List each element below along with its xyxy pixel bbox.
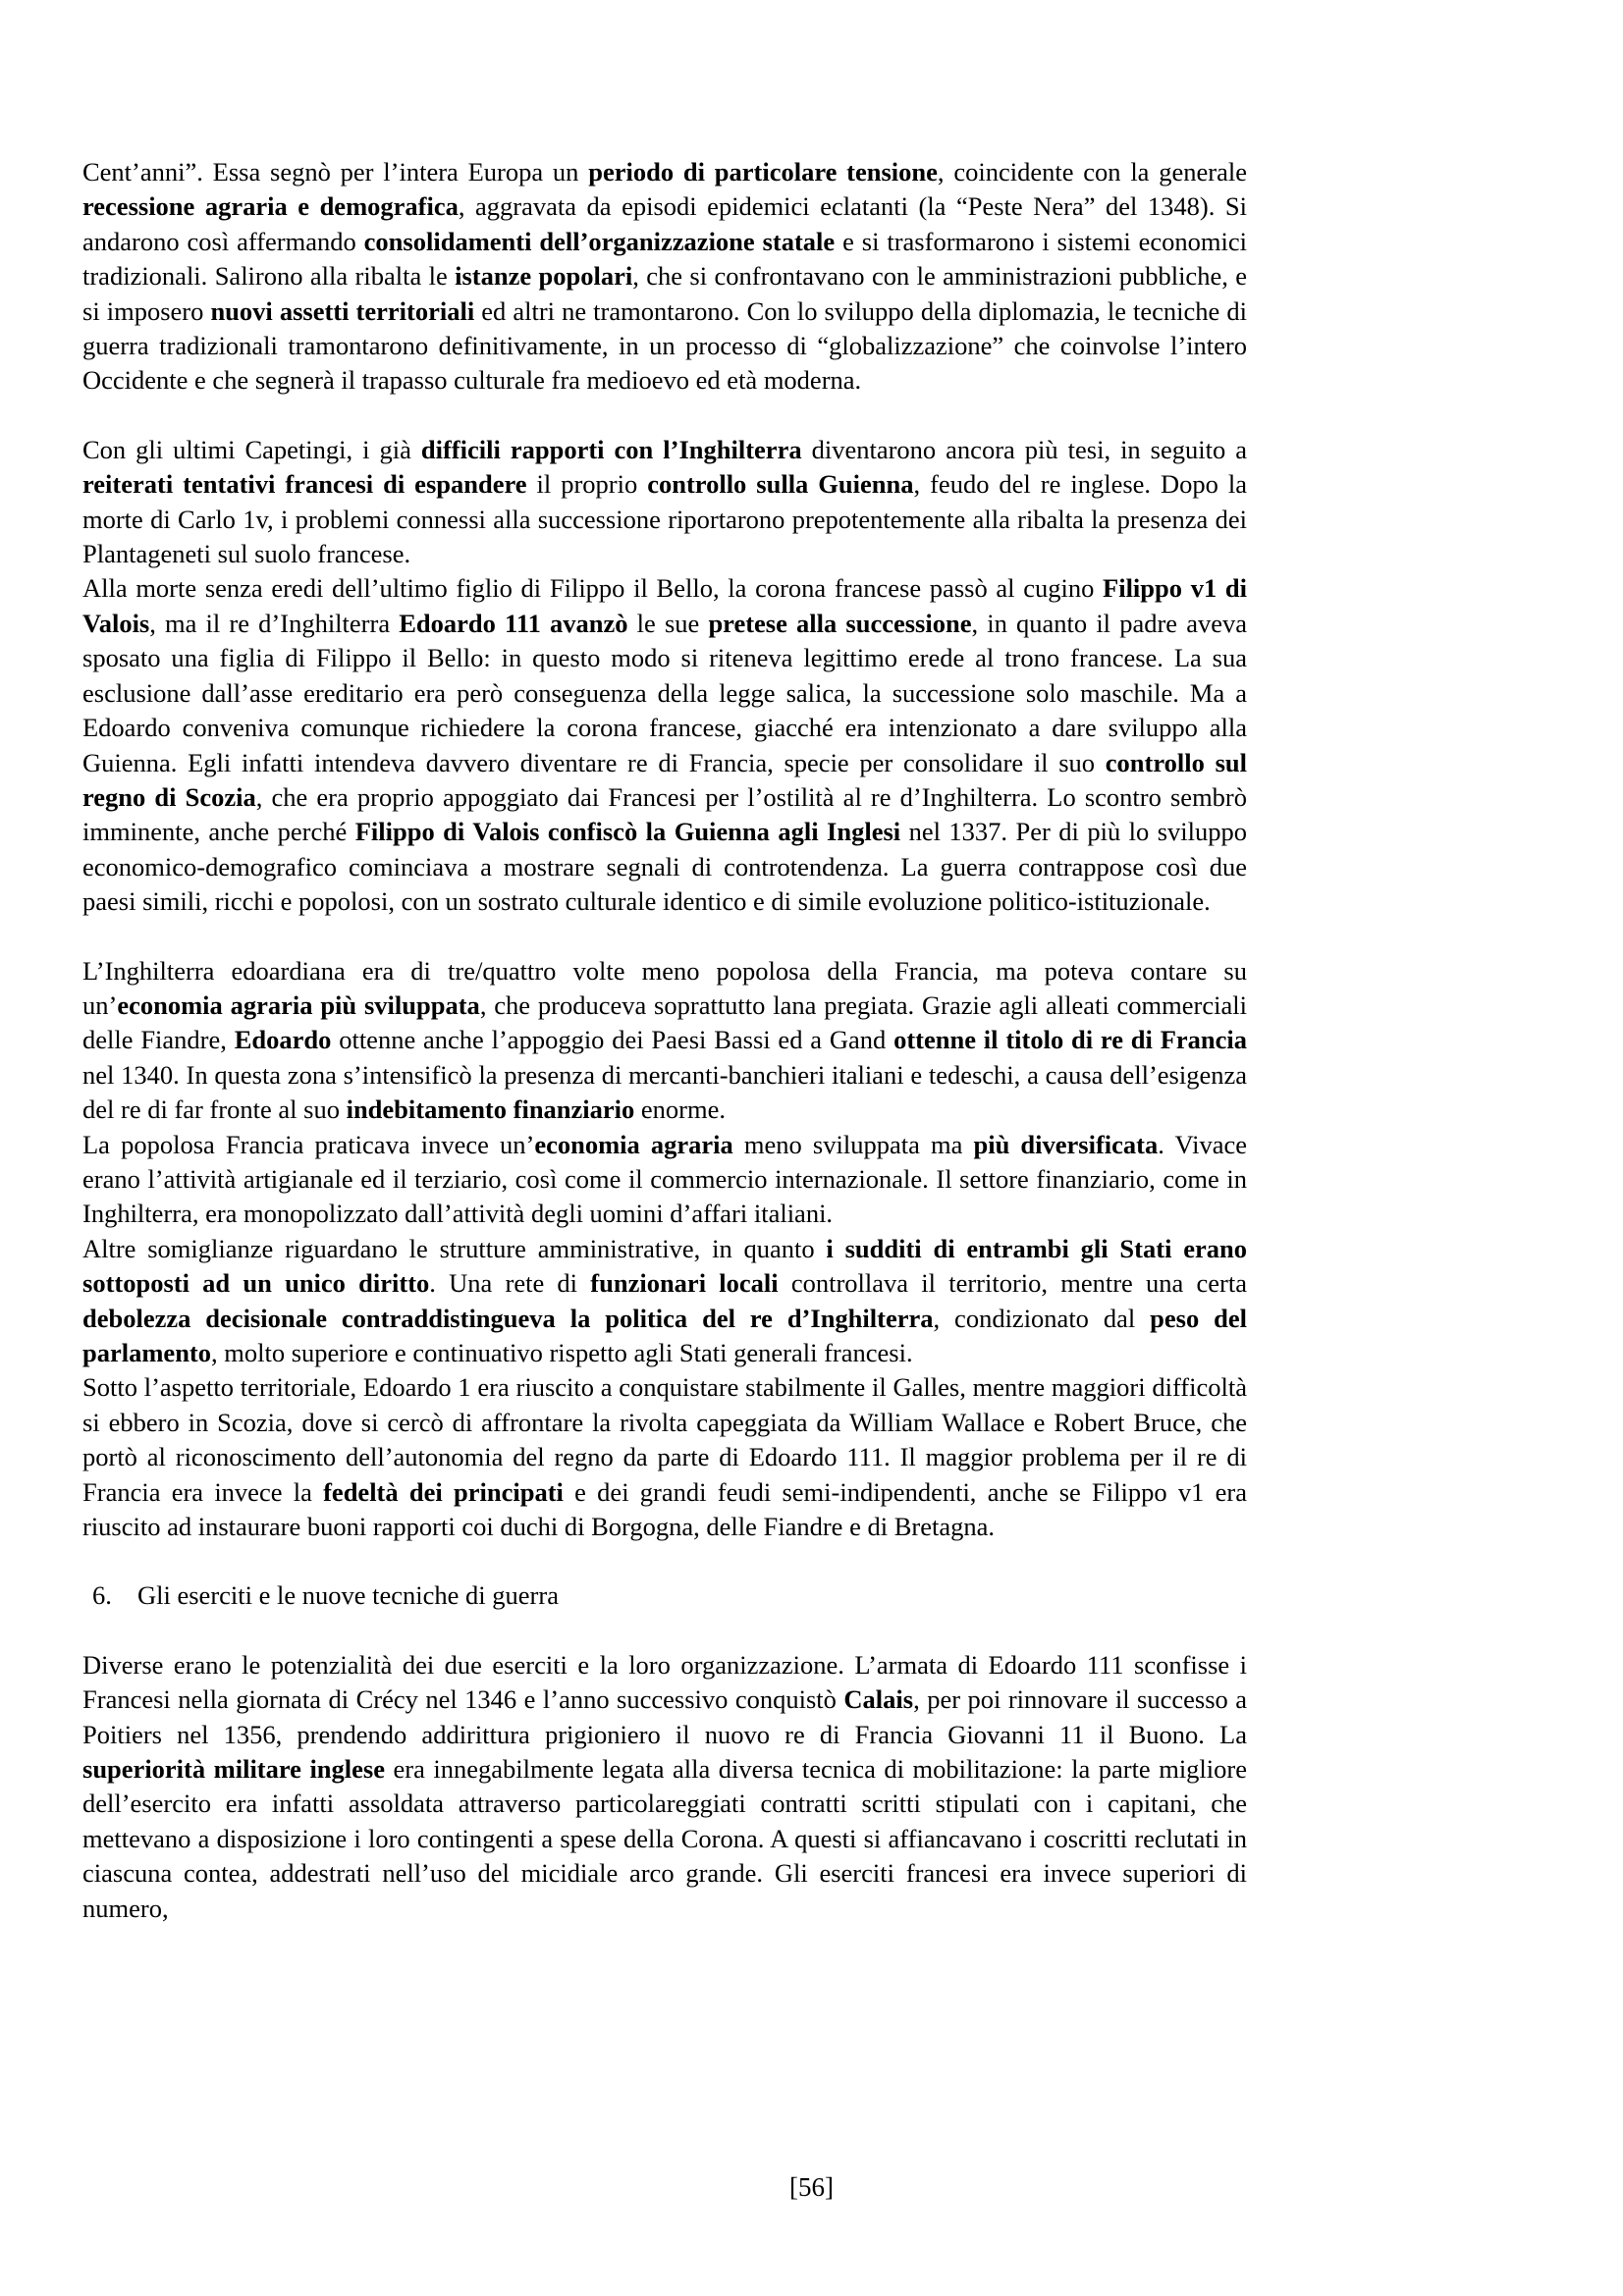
bold-term: economia agraria [534,1129,733,1159]
paragraph: Diverse erano le potenzialità dei due eserciti e la loro organizzazione. L’armata di Edoardo 111 sconfisse i Francesi nella giornata di Crécy nel 1346 e l’anno successivo conquistò Calais, per poi rinnovare il successo a Poitiers nel 1356, prendendo addirittura prigioniero il nuovo re di Francia Giovanni 11 il Buono. La superiorità militare inglese era innegabilmente legata alla diversa tecnica di mobilitazione: la parte migliore dell’esercito era infatti assoldata attraverso particolareggiati contratti scritti stipulati con i capitani, che mettevano a disposizione i loro contingenti a spese della Corona. A questi si affiancavano i coscritti reclutati in ciascuna contea, addestrati nell’uso del micidiale arco grande. Gli eserciti francesi era invece superiori di numero, [82,1649,1247,1923]
bold-term: peso del parlamento [82,1303,1247,1367]
bold-term: funzionari locali [590,1268,779,1299]
bold-term: pretese alla successione [708,608,972,638]
bold-term: debolezza decisionale contraddistingueva la politica del re d’Inghilterra [82,1303,934,1333]
bold-term: reiterati tentativi francesi di espandere [82,469,527,500]
bold-term: indebitamento finanziario [346,1095,635,1125]
bold-term: Calais [843,1684,914,1715]
bold-term: controllo sulla Guienna [647,469,914,500]
bold-term: più diversificata [973,1129,1159,1159]
bold-term: Filippo di Valois confiscò la Guienna agli Inglesi [354,817,901,847]
bold-term: nuovi assetti territoriali [210,295,475,326]
paragraph: Con gli ultimi Capetingi, i già difficili rapporti con l’Inghilterra diventarono ancora più tesi, in seguito a reiterati tentativi francesi di espandere il proprio controllo sulla Guienna, feudo del re inglese. Dopo la morte di Carlo 1v, i problemi connessi alla successione riportarono prepotentemente alla ribalta la presenza dei Plantageneti sul suolo francese. [82,434,1247,569]
bold-term: controllo sul regno di Scozia [82,747,1247,812]
page-number: [56] [789,2172,834,2202]
bold-term: superiorità militare inglese [82,1754,385,1785]
bold-term: consolidamenti dell’organizzazione statale [363,226,836,256]
paragraph: Alla morte senza eredi dell’ultimo figlio di Filippo il Bello, la corona francese passò al cugino Filippo v1 di Valois, ma il re d’Inghilterra Edoardo 111 avanzò le sue pretese alla successione, in quanto il padre aveva sposato una figlia di Filippo il Bello: in questo modo si riteneva legittimo erede al trono francese. La sua esclusione dall’asse ereditario era però conseguenza della legge salica, la successione solo maschile. Ma a Edoardo conveniva comunque richiedere la corona francese, giacché era intenzionato a dare sviluppo alla Guienna. Egli infatti intendeva davvero diventare re di Francia, specie per consolidare il suo controllo sul regno di Scozia, che era proprio appoggiato dai Francesi per l’ostilità al re d’Inghilterra. Lo scontro sembrò imminente, anche perché Filippo di Valois confiscò la Guienna agli Inglesi nel 1337. Per di più lo sviluppo economico-demografico cominciava a mostrare segnali di controtendenza. La guerra contrappose così due paesi simili, ricchi e popolosi, con un sostrato culturale identico e di simile evoluzione politico-istituzionale. [82,573,1248,917]
bold-term: Filippo v1 di Valois [82,573,1247,638]
bold-term: Edoardo [234,1025,332,1055]
paragraph: La popolosa Francia praticava invece un’economia agraria meno sviluppata ma più diversificata. Vivace erano l’attività artigianale ed il terziario, così come il commercio internazionale. Il settore finanziario, come in Inghilterra, era monopolizzato dall’attività degli uomini d’affari italiani. [82,1129,1247,1229]
bold-term: ottenne il titolo di re di Francia [893,1025,1248,1055]
bold-term: recessione agraria e demografica [82,191,459,222]
paragraph: L’Inghilterra edoardiana era di tre/quattro volte meno popolosa della Francia, ma poteva contare su un’economia agraria più sviluppata, che produceva soprattutto lana pregiata. Grazie agli alleati commerciali delle Fiandre, Edoardo ottenne anche l’appoggio dei Paesi Bassi ed a Gand ottenne il titolo di re di Francia nel 1340. In questa zona s’intensificò la presenza di mercanti-banchieri italiani e tedeschi, a causa dell’esigenza del re di far fronte al suo indebitamento finanziario enorme. [82,955,1248,1125]
bold-term: difficili rapporti con l’Inghilterra [420,434,802,464]
paragraph: Altre somiglianze riguardano le strutture amministrative, in quanto i sudditi di entrambi gli Stati erano sottoposti ad un unico diritto. Una rete di funzionari locali controllava il territorio, mentre una certa debolezza decisionale contraddistingueva la politica del re d’Inghilterra, condizionato dal peso del parlamento, molto superiore e continuativo rispetto agli Stati generali francesi. [82,1233,1247,1367]
bold-term: i sudditi di entrambi gli Stati erano sottoposti ad un unico diritto [82,1233,1247,1299]
paragraph: Cent’anni”. Essa segnò per l’intera Europa un periodo di particolare tensione, coincidente con la generale recessione agraria e demografica, aggravata da episodi epidemici eclatanti (la “Peste Nera” del 1348). Si andarono così affermando consolidamenti dell’organizzazione statale e si trasformarono i sistemi economici tradizionali. Salirono alla ribalta le istanze popolari, che si confrontavano con le amministrazioni pubbliche, e si imposero nuovi assetti territoriali ed altri ne tramontarono. Con lo sviluppo della diplomazia, le tecniche di guerra tradizionali tramontarono definitivamente, in un processo di “globalizzazione” che coinvolse l’intero Occidente e che segnerà il trapasso culturale fra medioevo ed età moderna. [82,157,1248,396]
bold-term: economia agraria più sviluppata [117,989,480,1020]
section-number: 6. [92,1580,112,1611]
bold-term: periodo di particolare tensione [588,157,938,187]
section-title: Gli eserciti e le nuove tecniche di guerra [137,1580,559,1611]
section-heading [82,1578,1247,1613]
paragraph: Sotto l’aspetto territoriale, Edoardo 1 era riuscito a conquistare stabilmente il Galles, mentre maggiori difficoltà si ebbero in Scozia, dove si cercò di affrontare la rivolta capeggiata da William Wallace e Robert Bruce, che portò al riconoscimento dell’autonomia del regno da parte di Edoardo 111. Il maggior problema per il re di Francia era invece la fedeltà dei principati e dei grandi feudi semi-indipendenti, anche se Filippo v1 era riuscito ad instaurare buoni rapporti coi duchi di Borgogna, delle Fiandre e di Bretagna. [82,1372,1247,1542]
bold-term: fedeltà dei principati [323,1476,564,1507]
page-body [82,155,1247,1926]
bold-term: istanze popolari [455,261,633,292]
bold-term: Edoardo 111 avanzò [399,608,628,638]
